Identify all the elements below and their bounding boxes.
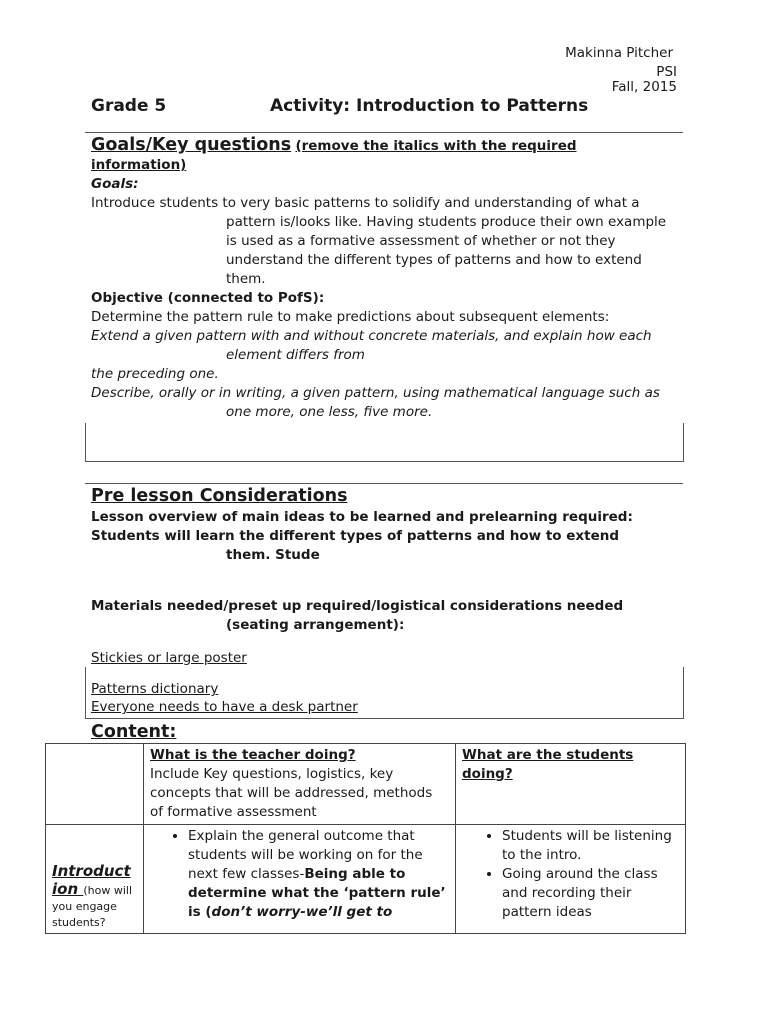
- overview-line: them. Stude: [226, 547, 320, 563]
- box-border-right: [683, 667, 684, 718]
- objective-line: element differs from: [226, 347, 365, 363]
- table-row: [46, 744, 686, 825]
- divider: [85, 483, 683, 484]
- content-table: [45, 743, 686, 934]
- intro-label-cont: ion: [52, 880, 84, 898]
- goals-heading-title: Goals/Key questions: [91, 135, 292, 155]
- intro-note: (how will: [83, 884, 133, 897]
- table-cell: [144, 744, 456, 825]
- teacher-bullet-bold-italic: don’t worry-we’ll get to: [211, 904, 393, 920]
- intro-note: students?: [52, 916, 106, 929]
- goals-line: pattern is/looks like. Having students produce their own example: [226, 214, 667, 230]
- activity-title: Activity: Introduction to Patterns: [270, 96, 589, 116]
- list-item: • Students will be listening to the intro.: [502, 827, 679, 865]
- goals-heading-note: (remove the italics with the required: [295, 138, 577, 154]
- box-border-left: [85, 423, 86, 461]
- materials-line: (seating arrangement):: [226, 617, 405, 633]
- box-border-bottom: [85, 718, 684, 719]
- material-item: Stickies or large poster: [91, 650, 247, 666]
- objective-line: Extend a given pattern with and without concrete materials, and explain how each: [91, 328, 652, 344]
- students-col-title: What are the students: [462, 747, 634, 763]
- content-heading: Content:: [91, 722, 177, 742]
- term: Fall, 2015: [611, 79, 677, 95]
- intro-note: you engage: [52, 900, 117, 913]
- overview-line: Lesson overview of main ideas to be learned and prelearning required:: [91, 509, 633, 525]
- goals-line: Introduce students to very basic patterns to solidify and understanding of what a: [91, 195, 640, 211]
- objective-line: Determine the pattern rule to make predictions about subsequent elements:: [91, 309, 610, 325]
- list-item: • Going around the class and recording their pattern ideas: [502, 865, 679, 922]
- box-border-right: [683, 423, 684, 461]
- goals-heading-note-cont: information): [91, 157, 187, 173]
- material-item: Patterns dictionary: [91, 681, 219, 697]
- material-item: Everyone needs to have a desk partner: [91, 699, 358, 715]
- materials-line: Materials needed/preset up required/logistical considerations needed: [91, 598, 624, 614]
- table-cell: [456, 825, 686, 934]
- students-col-title-cont: doing?: [462, 766, 513, 782]
- goals-line: them.: [226, 271, 266, 287]
- goals-heading: [91, 135, 577, 155]
- teacher-bullet-bold: Being able to determine what the ‘pattern rule’ is (: [188, 866, 446, 920]
- box-border-left: [85, 667, 86, 718]
- teacher-bullet-text: Explain the general outcome that students will be working on for the next few classes-: [188, 828, 423, 882]
- objective-line: Describe, orally or in writing, a given pattern, using mathematical language such as: [91, 385, 660, 401]
- box-border-bottom: [85, 461, 684, 462]
- table-cell: [144, 825, 456, 934]
- objective-line: one more, one less, five more.: [226, 404, 433, 420]
- teacher-col-desc: Include Key questions, logistics, key concepts that will be addressed, methods of formative assessment: [150, 766, 433, 820]
- goals-line: understand the different types of patterns and how to extend: [226, 252, 642, 268]
- teacher-col-title: What is the teacher doing?: [150, 747, 356, 763]
- table-row: [46, 825, 686, 934]
- author-name: Makinna Pitcher: [565, 45, 673, 61]
- objective-label: Objective (connected to PofS):: [91, 290, 325, 306]
- table-cell: [456, 744, 686, 825]
- goals-label: Goals:: [91, 176, 139, 192]
- overview-line: Students will learn the different types of patterns and how to extend: [91, 528, 620, 544]
- pre-lesson-heading: Pre lesson Considerations: [91, 486, 348, 506]
- grade-label: Grade 5: [91, 96, 167, 116]
- course-name: PSI: [656, 64, 677, 80]
- goals-line: is used as a formative assessment of whether or not they: [226, 233, 616, 249]
- intro-label: Introduct: [52, 862, 131, 880]
- intro-label-cell: [46, 825, 144, 934]
- table-cell: [46, 744, 144, 825]
- list-item: [188, 827, 449, 922]
- divider: [85, 132, 683, 133]
- objective-line: the preceding one.: [91, 366, 219, 382]
